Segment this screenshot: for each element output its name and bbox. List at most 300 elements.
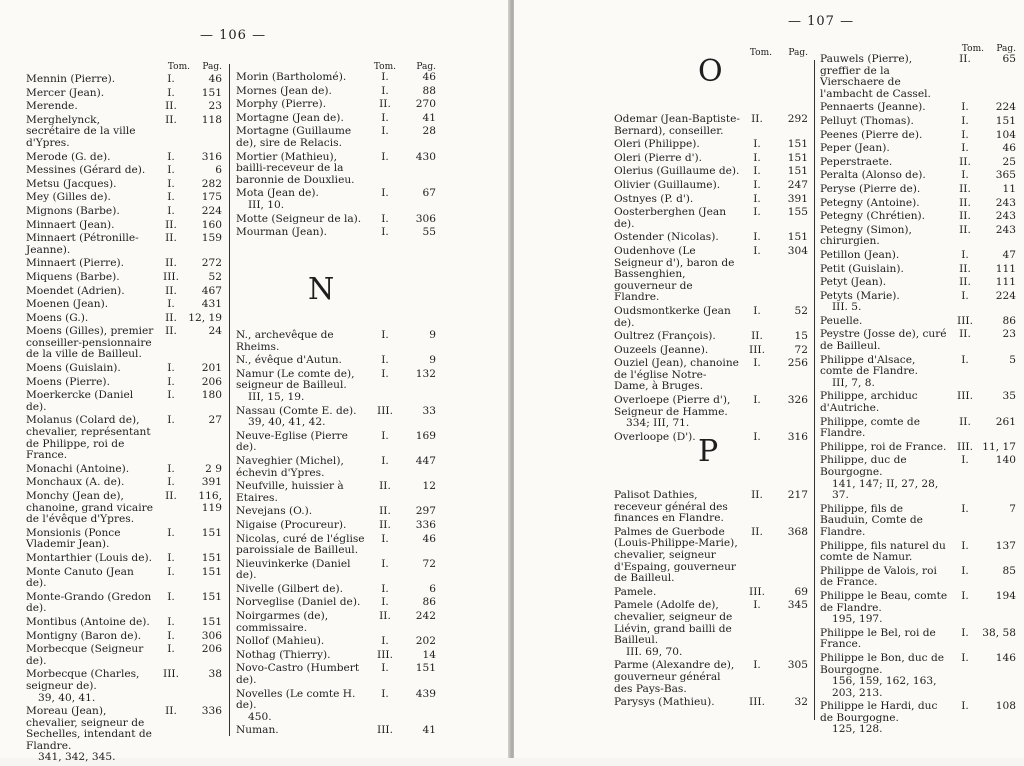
entry-page: 28: [422, 125, 436, 138]
entry-page: 38: [208, 668, 222, 681]
entry-volume: I.: [167, 298, 175, 311]
entry-name: Moens (Guislain).: [26, 362, 121, 375]
entry-volume: II.: [959, 328, 971, 341]
index-entry: [26, 165, 222, 177]
index-entry: [26, 206, 222, 218]
entry-page: 155: [787, 206, 808, 219]
entry-name: Norveglise (Daniel de).: [236, 596, 361, 609]
entry-page: 160: [201, 218, 222, 231]
entry-volume: I.: [167, 191, 175, 204]
index-entry: [614, 207, 808, 230]
entry-name: Monsionis (Ponce Vlademir Jean).: [26, 526, 121, 551]
entry-page: 151: [201, 86, 222, 99]
entry-volume: III.: [163, 270, 179, 283]
entry-page: 306: [415, 212, 436, 225]
entry-page: 46: [1002, 142, 1016, 155]
entry-page: 27: [208, 414, 222, 427]
entry-continuation: III, 7, 8.: [832, 376, 875, 389]
entry-volume: I.: [381, 596, 389, 609]
index-entry: [236, 99, 436, 111]
index-entry: [614, 697, 808, 709]
entry-name: Pauwels (Pierre), greffier de la Vierschaere de l'ambacht de Cassel.: [820, 53, 931, 100]
entry-volume: III.: [163, 668, 179, 681]
entry-page: 391: [787, 192, 808, 205]
index-entry: [820, 701, 1016, 736]
entry-volume: II.: [959, 210, 971, 223]
column-rule: [814, 60, 815, 720]
entry-page: 137: [995, 539, 1016, 552]
entry-volume: I.: [961, 539, 969, 552]
entry-name: Palisot Dathies, receveur général des finances en Flandre.: [614, 489, 728, 525]
index-entry: [26, 528, 222, 551]
column-header-tom: Tom.: [961, 44, 984, 54]
entry-volume: I.: [167, 629, 175, 642]
entry-volume: II.: [165, 325, 177, 338]
entry-page: 282: [201, 177, 222, 190]
entry-page: 88: [422, 84, 436, 97]
entry-page: 140: [995, 454, 1016, 467]
entry-name: Molanus (Colard de), chevalier, représentant de Philippe, roi de France.: [26, 414, 151, 462]
entry-volume: II.: [959, 223, 971, 236]
entry-volume: II.: [165, 218, 177, 231]
entry-name: Mey (Gilles de).: [26, 191, 111, 204]
entry-volume: I.: [961, 101, 969, 114]
entry-name: Philippe, comte de Flandre.: [820, 415, 920, 440]
entry-volume: I.: [381, 226, 389, 239]
index-entry: [236, 650, 436, 662]
entry-page: 151: [201, 590, 222, 603]
entry-volume: I.: [753, 244, 761, 257]
entry-page: 180: [201, 389, 222, 402]
index-entry: [820, 329, 1016, 352]
index-entry: [236, 330, 436, 353]
index-entry: [820, 184, 1016, 196]
entry-volume: I.: [167, 462, 175, 475]
entry-name: Namur (Le comte de), seigneur de Bailleul.: [236, 367, 355, 392]
entry-page: 261: [995, 415, 1016, 428]
index-entry: [26, 363, 222, 375]
entry-volume: I.: [961, 169, 969, 182]
entry-name: Monachi (Antoine).: [26, 462, 130, 475]
entry-volume: II.: [379, 610, 391, 623]
entry-page: 242: [415, 610, 436, 623]
index-entry: [26, 464, 222, 476]
entry-name: Philippe, duc de Bourgogne.: [820, 454, 907, 478]
entry-volume: I.: [167, 164, 175, 177]
entry-page: 11: [1002, 182, 1016, 195]
entry-name: Peralta (Alonso de).: [820, 169, 926, 182]
entry-volume: II.: [959, 262, 971, 275]
entry-page: 6: [215, 164, 222, 177]
entry-page: 201: [201, 362, 222, 375]
index-entry: [820, 628, 1016, 651]
entry-page: 224: [995, 101, 1016, 114]
entry-page: 304: [787, 244, 808, 257]
entry-continuation: 125, 128.: [832, 723, 883, 736]
entry-volume: I.: [961, 128, 969, 141]
entry-page: 12: [422, 480, 436, 493]
entry-page: 439: [415, 687, 436, 700]
index-entry: [236, 689, 436, 724]
entry-name: Montigny (Baron de).: [26, 629, 142, 642]
entry-page: 336: [415, 518, 436, 531]
entry-volume: I.: [167, 615, 175, 628]
entry-page: 67: [422, 187, 436, 200]
entry-page: 111: [995, 262, 1016, 275]
entry-volume: I.: [381, 354, 389, 367]
index-entry: [820, 291, 1016, 314]
entry-page: 72: [422, 557, 436, 570]
entry-volume: I.: [381, 329, 389, 341]
entry-name: Pennaerts (Jeanne).: [820, 101, 926, 114]
entry-page: 116, 119: [198, 490, 222, 514]
index-entry: [236, 355, 436, 367]
entry-page: 243: [995, 223, 1016, 236]
entry-volume: II.: [751, 489, 763, 501]
entry-volume: I.: [167, 389, 175, 402]
entry-page: 151: [201, 565, 222, 578]
index-entry: [614, 246, 808, 304]
entry-continuation: 195, 197.: [832, 613, 883, 626]
entry-name: Philippe de Valois, roi de France.: [820, 564, 937, 589]
entry-name: Monte Canuto (Jean de).: [26, 565, 134, 590]
column-header-tom: Tom.: [373, 62, 396, 72]
entry-volume: I.: [961, 589, 969, 602]
entry-page: 336: [201, 705, 222, 718]
entry-page: 111: [995, 276, 1016, 289]
entry-page: 206: [201, 375, 222, 388]
entry-name: Morin (Bartholomé).: [236, 71, 347, 83]
entry-page: 365: [995, 169, 1016, 182]
entry-name: Naveghier (Michel), échevin d'Ypres.: [236, 454, 344, 479]
entry-volume: II.: [959, 53, 971, 65]
entry-page: 202: [415, 635, 436, 648]
index-entry: [236, 214, 436, 226]
entry-continuation: 141, 147; II, 27, 28, 37.: [832, 477, 939, 502]
entry-volume: I.: [381, 187, 389, 200]
entry-volume: I.: [381, 662, 389, 675]
entry-name: Ouziel (Jean), chanoine de l'église Notre-Dame, à Bruges.: [614, 357, 739, 393]
right-page: [514, 0, 1024, 758]
entry-name: Petit (Guislain).: [820, 262, 904, 275]
entry-page: 431: [201, 298, 222, 311]
index-entry: [614, 358, 808, 393]
entry-page: 305: [787, 659, 808, 672]
entry-name: Peenes (Pierre de).: [820, 128, 923, 141]
entry-name: Philippe, fils naturel du comte de Namur.: [820, 539, 946, 564]
entry-volume: I.: [167, 590, 175, 603]
entry-volume: I.: [381, 557, 389, 570]
entry-name: Olerius (Guillaume de).: [614, 165, 740, 178]
index-entry: [236, 584, 436, 596]
entry-volume: I.: [167, 551, 175, 564]
entry-volume: I.: [381, 150, 389, 163]
entry-volume: III.: [377, 404, 393, 417]
entry-name: Nicolas, curé de l'église paroissiale de Bailleul.: [236, 532, 365, 557]
index-entry: [26, 299, 222, 311]
entry-volume: III.: [377, 648, 393, 661]
entry-page: 316: [787, 430, 808, 443]
index-entry: [614, 490, 808, 525]
entry-volume: I.: [381, 212, 389, 225]
entry-volume: I.: [753, 304, 761, 317]
index-entry: [614, 139, 808, 151]
entry-page: 132: [415, 367, 436, 380]
index-entry: [26, 192, 222, 204]
column-header-pag: Pag.: [788, 48, 808, 58]
index-entry: [26, 706, 222, 764]
entry-name: Parysys (Mathieu).: [614, 696, 715, 709]
entry-name: Peryse (Pierre de).: [820, 182, 921, 195]
column-header-pag: Pag.: [996, 44, 1016, 54]
entry-volume: I.: [167, 643, 175, 656]
entry-name: Novelles (Le comte H. de).: [236, 687, 356, 712]
entry-volume: III.: [957, 390, 973, 403]
entry-page: 46: [208, 73, 222, 85]
index-entry: [236, 431, 436, 454]
entry-page: 72: [794, 343, 808, 356]
index-entry: [820, 455, 1016, 501]
index-entry: [26, 669, 222, 704]
entry-page: 447: [415, 454, 436, 467]
entry-name: Overloope (D').: [614, 430, 696, 443]
index-entry: [820, 541, 1016, 564]
index-entry: [26, 644, 222, 667]
entry-name: Mortagne (Jean de).: [236, 111, 344, 124]
index-entry: [820, 170, 1016, 182]
entry-name: Noirgarmes (de), commissaire.: [236, 610, 329, 634]
entry-page: 345: [787, 599, 808, 612]
entry-continuation: 39, 40, 41, 42.: [248, 416, 326, 429]
entry-name: Mornes (Jean de).: [236, 84, 332, 97]
entry-name: Philippe d'Alsace, comte de Flandre.: [820, 353, 919, 378]
entry-name: N., évêque d'Autun.: [236, 354, 342, 367]
index-entry: [820, 417, 1016, 440]
column-header-tom: Tom.: [749, 48, 772, 58]
entry-volume: I.: [961, 353, 969, 366]
entry-volume: II.: [165, 284, 177, 297]
entry-name: Morbecque (Charles, seigneur de).: [26, 668, 140, 692]
index-entry: [26, 152, 222, 164]
entry-volume: I.: [961, 651, 969, 664]
index-entry: [614, 114, 808, 137]
entry-page: 194: [995, 589, 1016, 602]
entry-page: 25: [1002, 155, 1016, 168]
entry-name: Odemar (Jean-Baptiste-Bernard), conseiller.: [614, 113, 740, 137]
entry-volume: I.: [381, 71, 389, 83]
entry-page: 306: [201, 629, 222, 642]
entry-page: 47: [1002, 248, 1016, 261]
entry-name: Philippe, roi de France.: [820, 440, 947, 453]
entry-volume: II.: [959, 155, 971, 168]
entry-page: 32: [794, 696, 808, 709]
index-entry: [614, 331, 808, 343]
entry-page: 11, 17: [982, 440, 1016, 453]
index-entry: [236, 481, 436, 504]
index-entry: [26, 313, 222, 325]
entry-volume: II.: [165, 257, 177, 270]
entry-name: Moens (G.).: [26, 311, 89, 324]
entry-name: Ouzeels (Jeanne).: [614, 343, 709, 356]
index-entry: [820, 116, 1016, 128]
entry-name: Oudenhove (Le Seigneur d'), baron de Bassenghien, gouverneur de Flandre.: [614, 244, 735, 304]
entry-name: Nothag (Thierry).: [236, 648, 331, 661]
entry-continuation: 341, 342, 345.: [38, 751, 116, 764]
entry-name: Philippe, archiduc d'Autriche.: [820, 390, 918, 415]
entry-page: 52: [208, 270, 222, 283]
entry-page: 297: [415, 505, 436, 518]
entry-volume: III.: [957, 440, 973, 453]
index-entry: [26, 617, 222, 629]
entry-name: Philippe le Hardi, duc de Bourgogne.: [820, 700, 938, 724]
entry-name: Oosterberghen (Jean de).: [614, 206, 727, 230]
entry-page: 467: [201, 284, 222, 297]
entry-page: 118: [201, 113, 222, 126]
index-entry: [26, 491, 222, 526]
entry-page: 151: [995, 114, 1016, 127]
entry-page: 35: [1002, 390, 1016, 403]
entry-volume: I.: [381, 367, 389, 380]
entry-name: Mercer (Jean).: [26, 86, 105, 99]
entry-volume: II.: [379, 518, 391, 531]
index-entry: [236, 636, 436, 648]
entry-name: Numan.: [236, 724, 279, 737]
entry-page: 151: [201, 526, 222, 539]
entry-name: Olivier (Guillaume).: [614, 178, 721, 191]
entry-volume: I.: [167, 375, 175, 388]
entry-name: Palmes de Guerbode (Louis-Philippe-Marie), chevalier, seigneur d'Espaing, gouverneur de Bailleul.: [614, 525, 738, 585]
entry-page: 243: [995, 210, 1016, 223]
entry-page: 272: [201, 257, 222, 270]
entry-volume: I.: [381, 84, 389, 97]
entry-volume: II.: [379, 480, 391, 493]
entry-name: Petegny (Chrétien).: [820, 210, 926, 223]
entry-name: Minnaert (Jean).: [26, 218, 115, 231]
entry-page: 391: [201, 476, 222, 489]
entry-volume: I.: [753, 394, 761, 407]
entry-page: 175: [201, 191, 222, 204]
entry-name: N., archevêque de Rheims.: [236, 329, 334, 353]
column-header-pag: Pag.: [202, 62, 222, 72]
index-entry: [614, 345, 808, 357]
entry-continuation: 156, 159, 162, 163, 203, 213.: [832, 675, 937, 699]
entry-name: Mourman (Jean).: [236, 226, 327, 239]
index-entry: [820, 250, 1016, 262]
entry-name: Novo-Castro (Humbert de).: [236, 662, 360, 687]
entry-page: 151: [787, 151, 808, 164]
index-entry: [820, 198, 1016, 210]
entry-volume: I.: [753, 659, 761, 672]
entry-name: Pamele.: [614, 585, 657, 598]
entry-page: 14: [422, 648, 436, 661]
entry-page: 55: [422, 226, 436, 239]
entry-volume: I.: [961, 289, 969, 302]
index-entry: [26, 233, 222, 256]
index-entry: [820, 316, 1016, 328]
entry-page: 7: [1009, 502, 1016, 515]
index-entry: [820, 211, 1016, 223]
entry-name: Mennin (Pierre).: [26, 73, 116, 85]
entry-volume: I.: [961, 114, 969, 127]
entry-volume: I.: [753, 178, 761, 191]
index-entry: [614, 194, 808, 206]
entry-volume: I.: [381, 454, 389, 467]
entry-volume: I.: [753, 151, 761, 164]
entry-volume: I.: [753, 138, 761, 151]
entry-name: Mortagne (Guillaume de), sire de Relacis.: [236, 125, 352, 149]
entry-page: 33: [422, 404, 436, 417]
entry-volume: I.: [381, 687, 389, 700]
index-entry: [614, 395, 808, 430]
index-entry: [614, 306, 808, 329]
entry-volume: III.: [749, 343, 765, 356]
entry-name: Pelluyt (Thomas).: [820, 114, 914, 127]
entry-continuation: III, 15, 19.: [248, 390, 305, 403]
entry-volume: I.: [961, 626, 969, 639]
entry-name: Nigaise (Procureur).: [236, 518, 347, 531]
entry-page: 151: [201, 615, 222, 628]
entry-name: Moendet (Adrien).: [26, 284, 125, 297]
entry-volume: I.: [961, 142, 969, 155]
entry-page: 151: [415, 662, 436, 675]
entry-volume: II.: [751, 525, 763, 538]
entry-name: Philippe le Bon, duc de Bourgogne.: [820, 651, 945, 676]
index-entry: [26, 477, 222, 489]
entry-page: 151: [787, 165, 808, 178]
entry-name: Monte-Grando (Gredon de).: [26, 590, 152, 615]
entry-name: Neuve-Eglise (Pierre de).: [236, 429, 348, 454]
index-entry: [26, 179, 222, 191]
index-entry: [820, 277, 1016, 289]
index-entry: [820, 504, 1016, 539]
index-entry: [820, 157, 1016, 169]
entry-name: Nevejans (O.).: [236, 505, 313, 518]
index-entry: [26, 390, 222, 413]
entry-name: Messines (Gérard de).: [26, 164, 146, 177]
entry-page: 46: [422, 71, 436, 83]
index-entry: [820, 102, 1016, 114]
index-entry: [820, 653, 1016, 699]
entry-name: Morphy (Pierre).: [236, 98, 327, 111]
entry-volume: III.: [749, 696, 765, 709]
entry-volume: I.: [961, 564, 969, 577]
entry-name: Ostender (Nicolas).: [614, 231, 719, 244]
entry-page: 151: [787, 231, 808, 244]
entry-page: 41: [422, 724, 436, 737]
index-entry: [236, 227, 436, 239]
entry-name: Petegny (Antoine).: [820, 196, 920, 209]
entry-page: 23: [208, 100, 222, 113]
entry-name: Parme (Alexandre de), gouverneur général des Pays-Bas.: [614, 659, 735, 695]
entry-volume: III.: [957, 314, 973, 327]
index-entry: [820, 591, 1016, 626]
entry-name: Moerkercke (Daniel de).: [26, 389, 134, 413]
entry-page: 151: [201, 551, 222, 564]
index-entry: [820, 442, 1016, 454]
entry-name: Peuelle.: [820, 314, 863, 327]
entry-continuation: III. 5.: [832, 301, 862, 314]
index-entry: [236, 406, 436, 429]
index-entry: [614, 587, 808, 599]
entry-name: Nieuvinkerke (Daniel de).: [236, 557, 351, 582]
entry-name: Pamele (Adolfe de), chevalier, seigneur de Liévin, grand bailli de Bailleul.: [614, 599, 733, 647]
entry-volume: I.: [753, 206, 761, 219]
entry-name: Petillon (Jean).: [820, 248, 900, 261]
index-entry: [820, 143, 1016, 155]
entry-page: 224: [995, 289, 1016, 302]
index-entry: [26, 258, 222, 270]
entry-volume: I.: [753, 357, 761, 370]
